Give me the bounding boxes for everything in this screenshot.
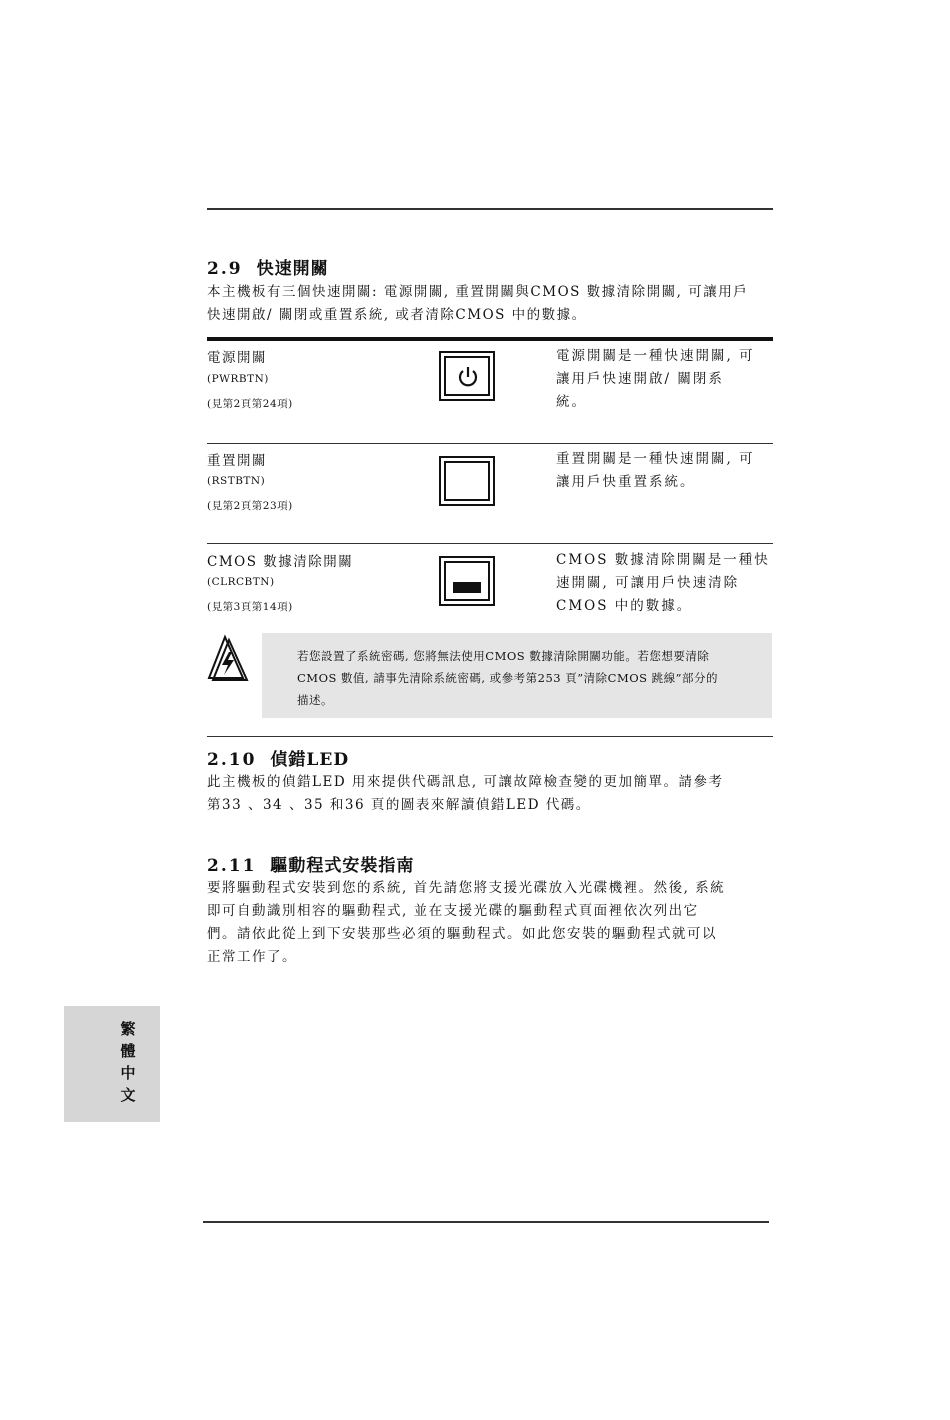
intro-line: 快速開啟/ 關閉或重置系統, 或者清除CMOS 中的數據。 — [207, 307, 587, 323]
footer-rule — [203, 1221, 769, 1223]
section-number: 2.11 — [207, 856, 257, 876]
desc-line: 電源開關是一種快速開關, 可 — [556, 348, 755, 364]
desc-line: CMOS 數據清除開關是一種快 — [556, 552, 770, 568]
power-switch-desc — [556, 345, 776, 414]
reset-square-icon — [444, 461, 490, 501]
note-line: 描述。 — [297, 693, 333, 707]
section-2-10-heading — [207, 745, 349, 770]
power-switch-name: 電源開關 — [207, 350, 267, 366]
warning-note-text — [297, 645, 767, 711]
language-side-tab-label: 繁體中文 — [120, 1020, 136, 1104]
body-line: 們。請依此從上到下安裝那些必須的驅動程式。如此您安裝的驅動程式就可以 — [207, 926, 717, 942]
section-title: 偵錯LED — [270, 750, 350, 770]
desc-line: 重置開關是一種快速開關, 可 — [556, 451, 755, 467]
reset-switch-desc — [556, 448, 776, 494]
reset-switch-ref: (見第2頁第23項) — [207, 500, 293, 512]
body-line: 正常工作了。 — [207, 949, 297, 965]
desc-line: 統。 — [556, 394, 587, 410]
desc-line: 讓用戶快速開啟/ 關閉系 — [556, 371, 724, 387]
row-divider — [207, 543, 773, 544]
warning-lightning-icon — [205, 634, 251, 684]
body-line: 要將驅動程式安裝到您的系統, 首先請您將支援光碟放入光碟機裡。然後, 系統 — [207, 880, 726, 896]
desc-line: 讓用戶快重置系統。 — [556, 474, 696, 490]
table-top-rule — [207, 337, 773, 341]
clrcmos-switch-code: (CLRCBTN) — [207, 576, 275, 588]
reset-switch-code: (RSTBTN) — [207, 475, 266, 487]
section-divider — [207, 736, 773, 737]
section-2-9-intro — [207, 281, 777, 327]
section-title: 驅動程式安裝指南 — [270, 856, 415, 876]
clrcmos-button-graphic — [439, 556, 495, 606]
language-side-tab — [64, 1006, 160, 1122]
section-number: 2.9 — [207, 259, 243, 279]
clear-cmos-bar-icon — [453, 582, 481, 593]
section-title: 快速開關 — [256, 259, 329, 279]
section-2-9-heading — [207, 254, 329, 279]
clrcmos-switch-ref: (見第3頁第14項) — [207, 601, 293, 613]
clrcmos-switch-desc — [556, 549, 776, 618]
reset-switch-name: 重置開關 — [207, 453, 267, 469]
desc-line: 速開關, 可讓用戶快速清除 — [556, 575, 740, 591]
header-rule — [207, 208, 773, 210]
desc-line: CMOS 中的數據。 — [556, 598, 693, 614]
power-button-graphic — [439, 351, 495, 401]
section-2-10-body — [207, 771, 777, 817]
clrcmos-switch-name: CMOS 數據清除開關 — [207, 554, 354, 570]
power-icon — [446, 358, 490, 396]
body-line: 第33 、34 、35 和36 頁的圖表來解讀偵錯LED 代碼。 — [207, 797, 591, 813]
note-line: CMOS 數值, 請事先清除系統密碼, 或參考第253 頁”清除CMOS 跳線”部分的 — [297, 671, 719, 685]
intro-line: 本主機板有三個快速開關: 電源開關, 重置開關與CMOS 數據清除開關, 可讓用戶 — [207, 284, 749, 300]
reset-button-graphic — [439, 456, 495, 506]
section-2-11-heading — [207, 851, 414, 876]
row-divider — [207, 443, 773, 444]
power-switch-code: (PWRBTN) — [207, 373, 269, 385]
body-line: 即可自動識別相容的驅動程式, 並在支援光碟的驅動程式頁面裡依次列出它 — [207, 903, 699, 919]
body-line: 此主機板的偵錯LED 用來提供代碼訊息, 可讓故障檢查變的更加簡單。請參考 — [207, 774, 724, 790]
power-switch-ref: (見第2頁第24項) — [207, 398, 293, 410]
section-2-11-body — [207, 877, 777, 969]
note-line: 若您設置了系統密碼, 您將無法使用CMOS 數據清除開關功能。若您想要清除 — [297, 649, 710, 663]
section-number: 2.10 — [207, 750, 257, 770]
